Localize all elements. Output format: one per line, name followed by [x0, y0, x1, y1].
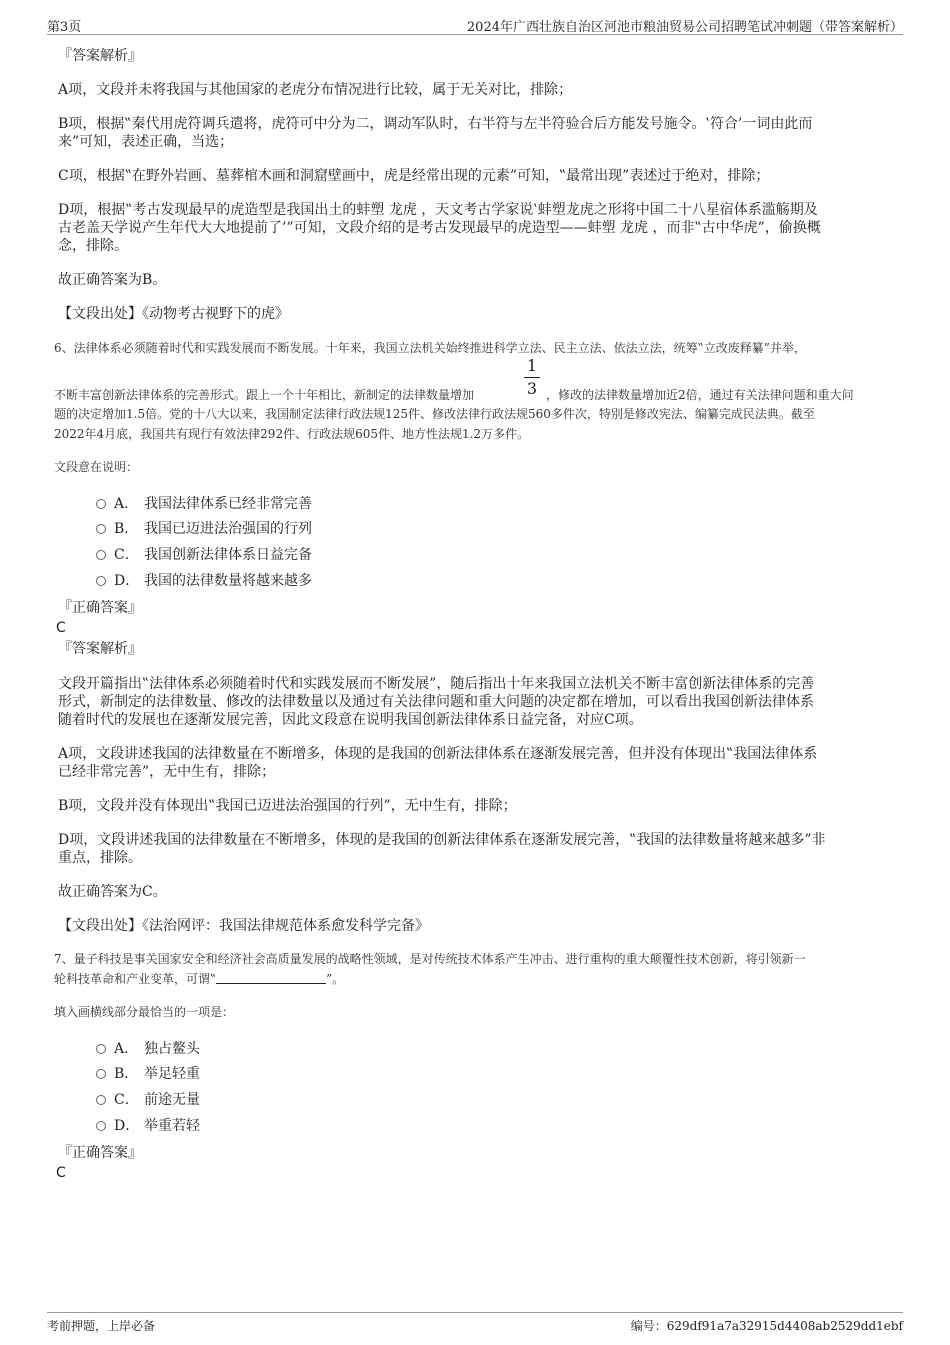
correct-answer: C — [56, 1165, 66, 1181]
option-key: D． — [114, 1118, 140, 1134]
question-7-stem-line2 — [54, 969, 898, 989]
page-footer — [47, 1312, 903, 1337]
analysis-paragraph-line2: 形式，新制定的法律数量、修改的法律数量以及通过有关法律问题和重大问题的决定都在增加，可以看出我国创新法律体系 — [58, 694, 814, 710]
analysis-option-d-line1: D项，根据‟考古发现最早的虎造型是我国出土的蚌塑 龙虎 ，天文考古学家说‛蚌塑龙虎之形将中国二十八星宿体系滥觞期及 — [58, 202, 818, 218]
question-6-stem-line1: 6、法律体系必须随着时代和实践发展而不断发展。十年来，我国立法机关始终推进科学立法、民主立法、依法立法，统筹‟立改废释纂”并举， — [54, 341, 806, 355]
document-title: 2024年广西壮族自治区河池市粮油贸易公司招聘笔试冲刺题（带答案解析） — [466, 20, 903, 35]
question-6-prompt: 文段意在说明： — [54, 460, 139, 474]
question-6-stem-line3: 题的决定增加1.5倍。党的十八大以来，我国制定法律行政法规125件、修改法律行政法规560多件次，特别是修改宪法、编纂完成民法典。截至 — [54, 407, 815, 421]
analysis-option-a: A项，文段并未将我国与其他国家的老虎分布情况进行比较，属于无关对比，排除； — [58, 82, 573, 98]
option-c[interactable] — [96, 546, 312, 564]
page-header — [47, 14, 903, 35]
radio-icon[interactable] — [96, 1095, 106, 1105]
analysis-option-a-line2: 已经非常完善”，无中生有，排除； — [58, 764, 276, 780]
option-text: 前途无量 — [144, 1092, 200, 1108]
option-text: 举足轻重 — [144, 1066, 200, 1082]
analysis-option-d-line1: D项，文段讲述我国的法律数量在不断增多，体现的是我国的创新法律体系在逐渐发展完善，‟我国的法律数量将越来越多”非 — [58, 832, 826, 848]
radio-icon[interactable] — [96, 524, 106, 534]
analysis-paragraph-line1: 文段开篇指出‟法律体系必须随着时代和实践发展而不断发展”，随后指出十年来我国立法机关不断丰富创新法律体系的完善 — [58, 676, 815, 692]
option-c[interactable] — [96, 1091, 200, 1109]
question-7-stem-line1: 7、量子科技是事关国家安全和经济社会高质量发展的战略性领域，是对传统技术体系产生冲击、进行重构的重大颠覆性技术创新，将引领新一 — [54, 952, 806, 966]
analysis-option-d-line3: 念，排除。 — [58, 238, 128, 254]
option-a[interactable] — [96, 495, 312, 513]
radio-icon[interactable] — [96, 1121, 106, 1131]
option-b[interactable] — [96, 1065, 200, 1083]
option-text: 独占鳌头 — [144, 1041, 200, 1057]
option-text: 我国创新法律体系日益完备 — [144, 547, 312, 563]
correct-answer: C — [56, 620, 66, 636]
option-key: C． — [114, 547, 139, 563]
option-d[interactable] — [96, 572, 312, 590]
option-text: 我国法律体系已经非常完善 — [144, 496, 312, 512]
analysis-label: 『答案解析』 — [58, 641, 142, 657]
answer-conclusion: 故正确答案为B。 — [58, 272, 167, 288]
passage-source: 【文段出处】《法治网评：我国法律规范体系愈发科学完备》 — [58, 918, 429, 934]
question-6-stem-line2-a: 不断丰富创新法律体系的完善形式。跟上一个十年相比，新制定的法律数量增加 — [54, 388, 475, 402]
option-text: 我国已迈进法治强国的行列 — [144, 521, 312, 537]
correct-answer-label: 『正确答案』 — [58, 1145, 142, 1161]
analysis-option-b: B项，文段并没有体现出‟我国已迈进法治强国的行列”，无中生有，排除； — [58, 798, 517, 814]
fraction-one-third — [522, 357, 542, 398]
fraction-denominator: 3 — [526, 379, 538, 398]
option-key: C． — [114, 1092, 139, 1108]
analysis-option-a-line1: A项，文段讲述我国的法律数量在不断增多，体现的是我国的创新法律体系在逐渐发展完善，但并没有体现出‟我国法律体系 — [58, 746, 818, 762]
analysis-paragraph-line3: 随着时代的发展也在逐渐发展完善，因此文段意在说明我国创新法律体系日益完备，对应C项。 — [58, 712, 643, 728]
fraction-numerator: 1 — [526, 356, 538, 375]
stem-text: 轮科技革命和产业变革，可谓‟ — [54, 972, 217, 986]
page-number: 第3页 — [47, 20, 82, 35]
option-text: 我国的法律数量将越来越多 — [144, 573, 312, 589]
option-d[interactable] — [96, 1117, 200, 1135]
footer-slogan: 考前押题，上岸必备 — [47, 1319, 156, 1333]
radio-icon[interactable] — [96, 576, 106, 586]
analysis-option-d-line2: 古老盖天学说产生年代大大地提前了’”可知，文段介绍的是考古发现最早的虎造型——蚌塑 龙虎 ，而非‟古中华虎”，偷换概 — [58, 220, 821, 236]
option-key: A． — [114, 496, 139, 512]
option-key: D． — [114, 573, 140, 589]
analysis-option-c: C项，根据‟在野外岩画、墓葬棺木画和洞窟壁画中，虎是经常出现的元素”可知，‟最常出现”表述过于绝对，排除； — [58, 168, 770, 184]
analysis-option-d-line2: 重点，排除。 — [58, 850, 142, 866]
answer-conclusion: 故正确答案为C。 — [58, 884, 167, 900]
question-6-stem-line2-b: ，修改的法律数量增加近2倍，通过有关法律问题和重大问 — [546, 388, 854, 402]
radio-icon[interactable] — [96, 550, 106, 560]
passage-source: 【文段出处】《动物考古视野下的虎》 — [58, 306, 289, 322]
document-code: 编号：629df91a7a32915d4408ab2529dd1ebf — [630, 1319, 903, 1333]
option-key: B． — [114, 1066, 139, 1082]
question-6-stem-line4: 2022年4月底，我国共有现行有效法律292件、行政法规605件、地方性法规1.2万多件。 — [54, 427, 530, 441]
radio-icon[interactable] — [96, 499, 106, 509]
fill-blank — [216, 971, 326, 984]
option-b[interactable] — [96, 520, 312, 538]
option-key: B． — [114, 521, 139, 537]
analysis-option-b-line1: B项，根据‟秦代用虎符调兵遣将，虎符可中分为二，调动军队时，右半符与左半符验合后方能发号施令。‛符合’一词由此而 — [58, 116, 813, 132]
radio-icon[interactable] — [96, 1044, 106, 1054]
analysis-option-b-line2: 来”可知，表述正确，当选； — [58, 134, 234, 150]
analysis-label: 『答案解析』 — [58, 48, 142, 64]
stem-text: ”。 — [326, 972, 345, 986]
option-a[interactable] — [96, 1040, 200, 1058]
option-text: 举重若轻 — [144, 1118, 200, 1134]
radio-icon[interactable] — [96, 1069, 106, 1079]
correct-answer-label: 『正确答案』 — [58, 600, 142, 616]
option-key: A． — [114, 1041, 139, 1057]
question-7-prompt: 填入画横线部分最恰当的一项是： — [54, 1005, 235, 1019]
